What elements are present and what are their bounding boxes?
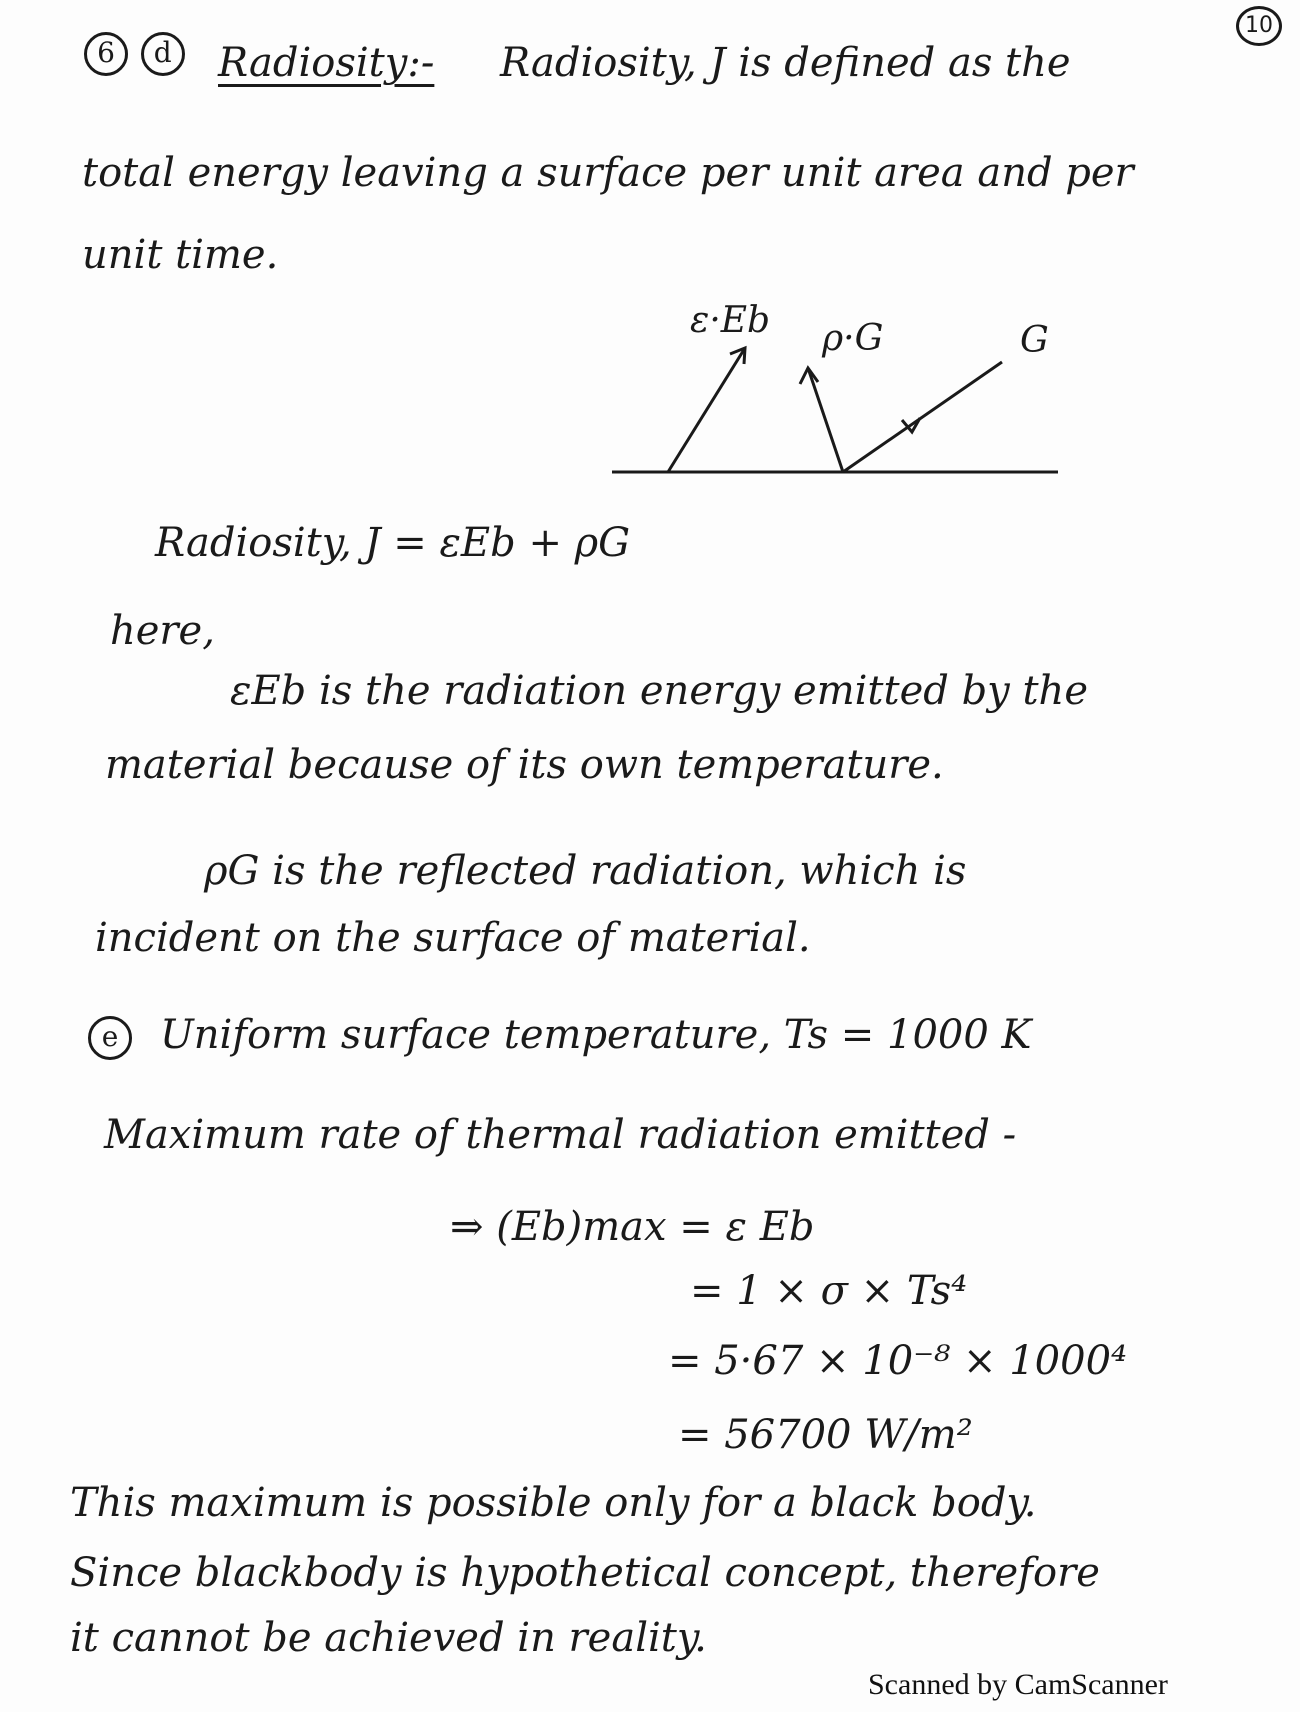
label-reflection: ρ·G xyxy=(822,318,884,359)
label-emission: ε·Eb xyxy=(690,300,771,341)
here-label: here, xyxy=(110,608,215,654)
emission-arrow xyxy=(668,348,745,472)
label-incident: G xyxy=(1020,320,1049,361)
radiosity-equation: Radiosity, J = εEb + ρG xyxy=(155,520,631,566)
explanation-line-4: incident on the surface of material. xyxy=(95,915,811,961)
scanner-watermark: Scanned by CamScanner xyxy=(868,1668,1168,1701)
explanation-line-2: material because of its own temperature. xyxy=(105,742,944,788)
definition-line-1: Radiosity, J is defined as the xyxy=(500,40,1071,86)
part-e-line-2: Maximum rate of thermal radiation emitted - xyxy=(104,1112,1017,1158)
reflection-arrow xyxy=(808,368,843,472)
page-number: 10 xyxy=(1236,6,1282,46)
definition-line-3: unit time. xyxy=(82,232,279,278)
conclusion-line-3: it cannot be achieved in reality. xyxy=(70,1615,707,1661)
reflection-arrowhead xyxy=(800,368,818,384)
calc-step-1: ⇒ (Eb)max = ε Eb xyxy=(450,1204,815,1250)
conclusion-line-1: This maximum is possible only for a black body. xyxy=(70,1480,1037,1526)
definition-line-2: total energy leaving a surface per unit area and per xyxy=(82,150,1134,196)
conclusion-line-2: Since blackbody is hypothetical concept, therefore xyxy=(70,1550,1100,1596)
incident-arrow xyxy=(843,362,1002,472)
part-e-marker: e xyxy=(88,1010,132,1060)
part-e-line-1: Uniform surface temperature, Ts = 1000 K xyxy=(160,1012,1032,1058)
explanation-line-3: ρG is the reflected radiation, which is xyxy=(204,848,967,894)
calc-step-2: = 1 × σ × Ts⁴ xyxy=(690,1268,968,1314)
radiosity-heading: Radiosity:- xyxy=(218,40,435,86)
question-number: 6 d xyxy=(84,26,185,76)
explanation-line-1: εEb is the radiation energy emitted by the xyxy=(230,668,1088,714)
calc-step-3: = 5·67 × 10⁻⁸ × 1000⁴ xyxy=(668,1338,1128,1384)
calc-step-4: = 56700 W/m² xyxy=(678,1412,973,1458)
